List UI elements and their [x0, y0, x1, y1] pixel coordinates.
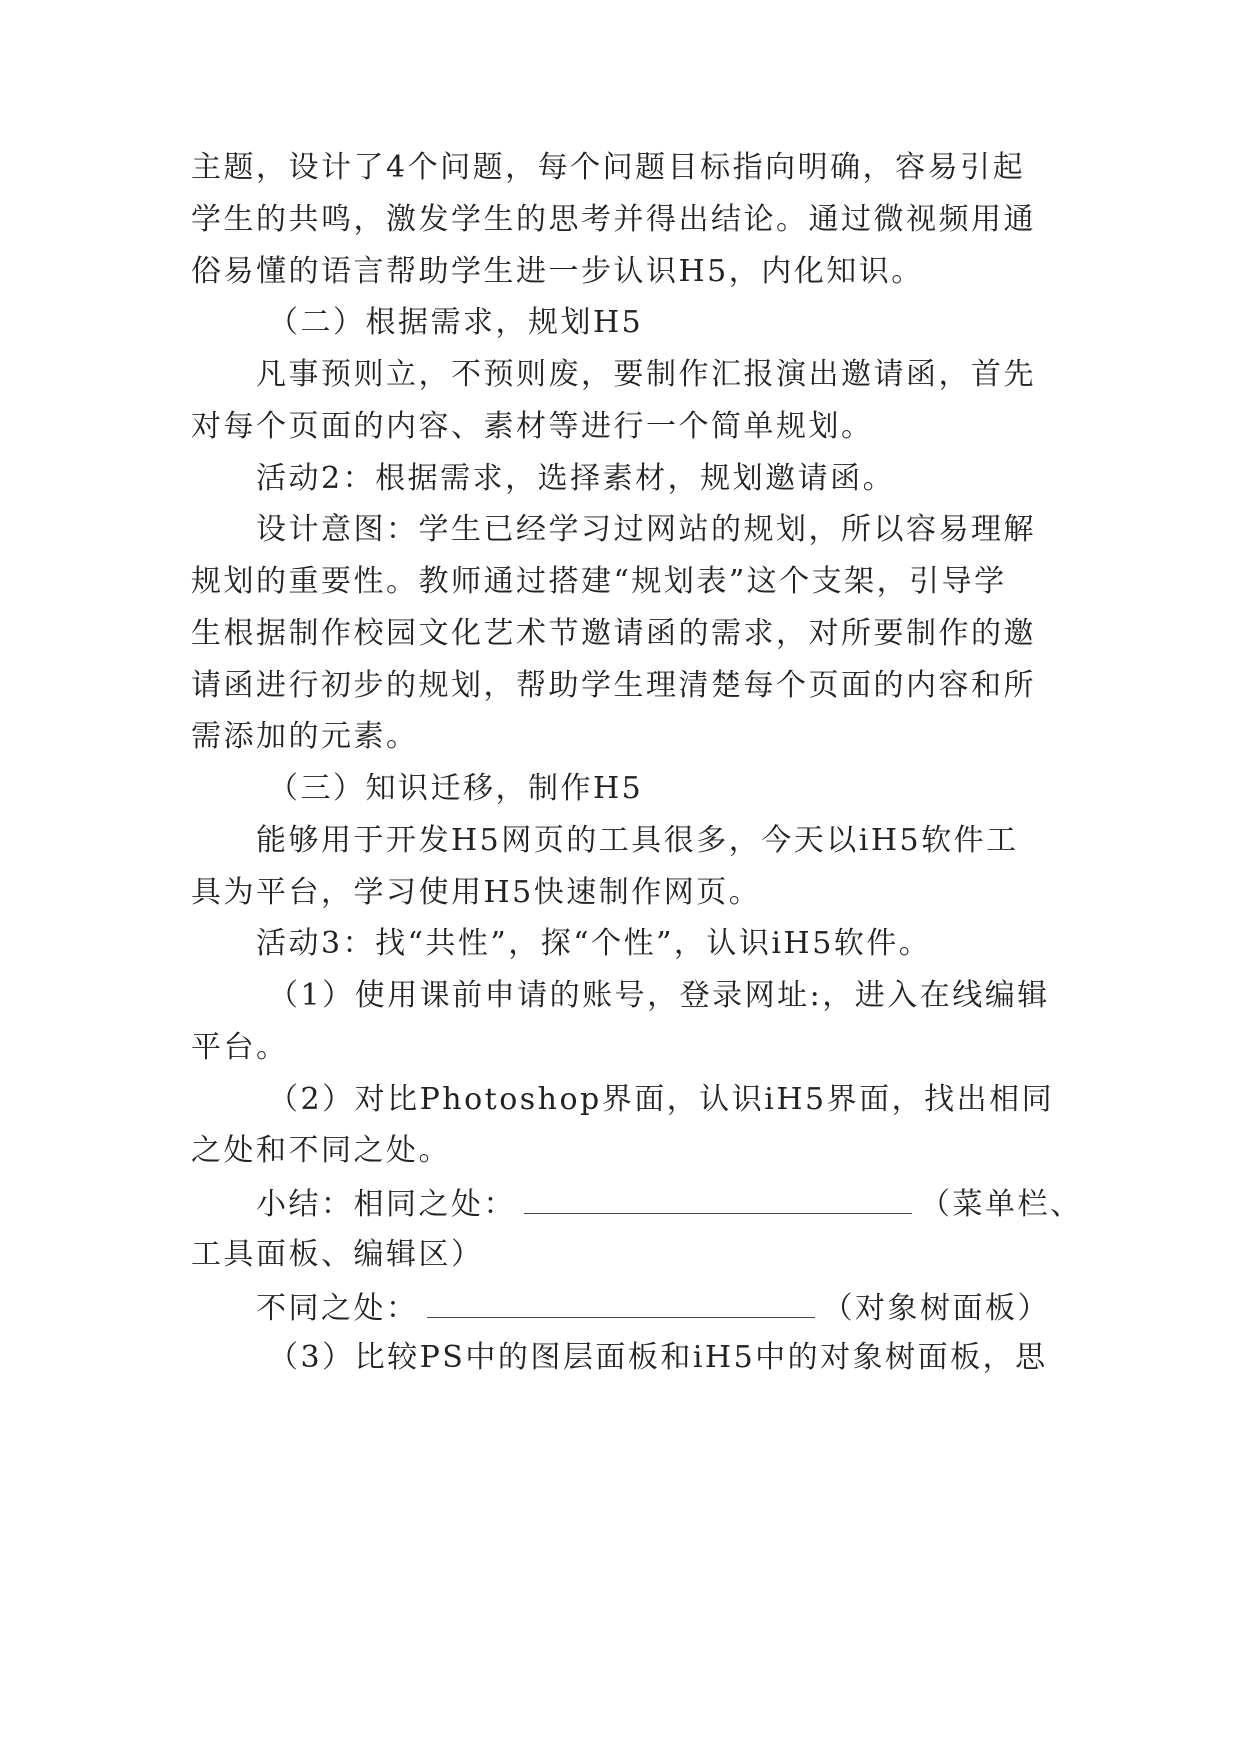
summary-label: 小结：相同之处： — [256, 1187, 516, 1222]
paragraph-line: 需添加的元素。 — [191, 719, 419, 754]
paragraph-line: 规划的重要性。教师通过搭建“规划表”这个支架，引导学 — [191, 564, 1007, 599]
activity-2: 活动2：根据需求，选择素材，规划邀请函。 — [256, 461, 896, 496]
fill-in-blank — [524, 1183, 912, 1214]
step-2-line: （2）对比Photoshop界面，认识iH5界面，找出相同 — [268, 1082, 1055, 1117]
paragraph-line: 生根据制作校园文化艺术节邀请函的需求，对所要制作的邀 — [191, 616, 1036, 651]
section-heading-2: （二）根据需求，规划H5 — [268, 305, 644, 340]
activity-3: 活动3：找“共性”，探“个性”，认识iH5软件。 — [256, 926, 932, 961]
paragraph-line: 工具面板、编辑区） — [191, 1237, 484, 1272]
design-intent-line: 设计意图：学生已经学习过网站的规划，所以容易理解 — [256, 512, 1036, 547]
section-heading-3: （三）知识迁移，制作H5 — [268, 771, 644, 806]
paragraph-line: 学生的共鸣，激发学生的思考并得出结论。通过微视频用通 — [191, 202, 1036, 237]
paragraph-line: 之处和不同之处。 — [191, 1133, 451, 1168]
difference-answer: （对象树面板） — [822, 1291, 1050, 1326]
summary-line — [256, 1183, 1083, 1225]
paragraph-line: 主题，设计了4个问题，每个问题目标指向明确，容易引起 — [191, 150, 1026, 185]
paragraph-line: 对每个页面的内容、素材等进行一个简单规划。 — [191, 409, 874, 444]
paragraph-line: 能够用于开发H5网页的工具很多，今天以iH5软件工 — [256, 823, 1019, 858]
step-1-line: （1）使用课前申请的账号，登录网址:，进入在线编辑 — [268, 978, 1050, 1013]
summary-answer: （菜单栏、 — [920, 1187, 1083, 1222]
paragraph-line: 平台。 — [191, 1030, 289, 1065]
paragraph-line: 具为平台，学习使用H5快速制作网页。 — [191, 875, 762, 910]
paragraph-line: 俗易懂的语言帮助学生进一步认识H5，内化知识。 — [191, 254, 924, 289]
paragraph-line: 凡事预则立，不预则废，要制作汇报演出邀请函，首先 — [256, 357, 1036, 392]
paragraph-line: 请函进行初步的规划，帮助学生理清楚每个页面的内容和所 — [191, 668, 1036, 703]
step-3-line: （3）比较PS中的图层面板和iH5中的对象树面板，思 — [268, 1340, 1048, 1375]
difference-label: 不同之处： — [256, 1291, 419, 1326]
difference-line — [256, 1287, 1050, 1329]
fill-in-blank — [427, 1287, 815, 1318]
